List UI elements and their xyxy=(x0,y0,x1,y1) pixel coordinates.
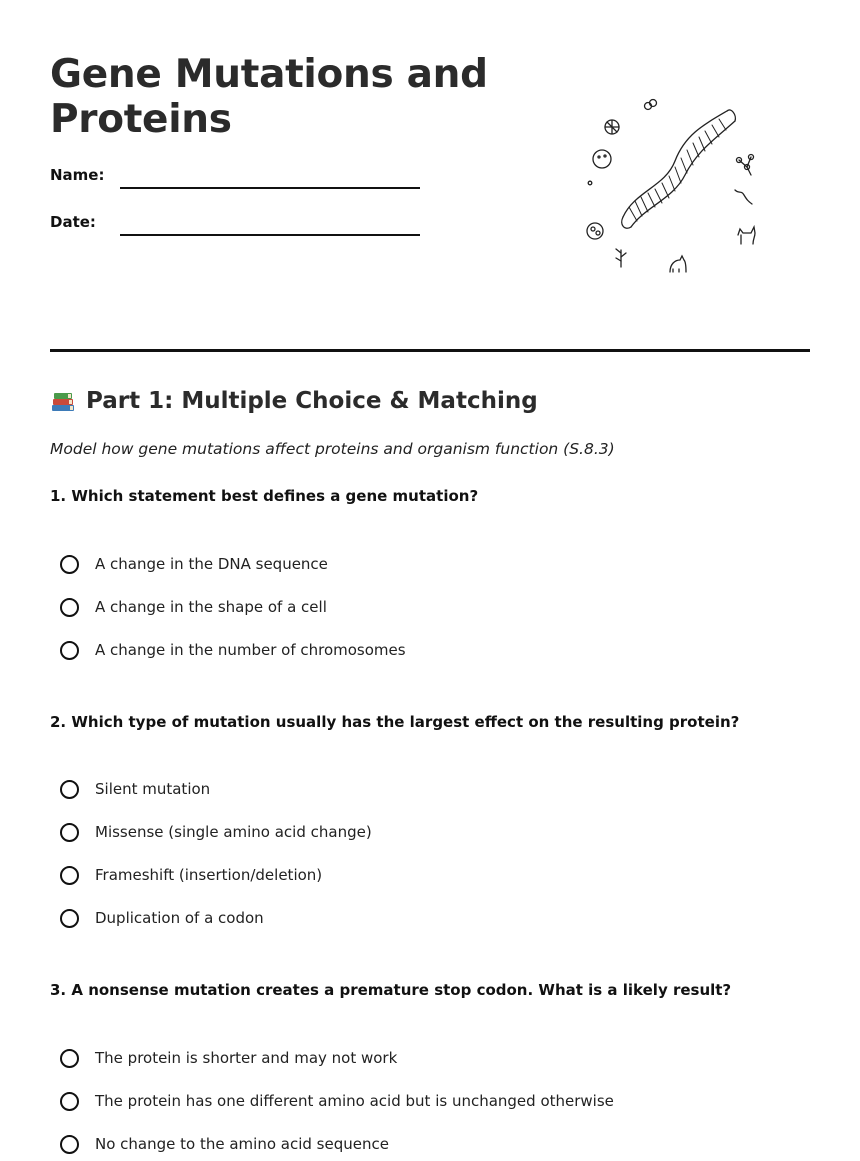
section-divider xyxy=(50,349,810,352)
radio-button[interactable] xyxy=(60,598,79,617)
question-2: 2. Which type of mutation usually has the largest effect on the resulting protein? xyxy=(50,713,740,731)
plant-icon xyxy=(616,249,626,267)
q2-option-2[interactable] xyxy=(60,820,372,844)
option-label: Duplication of a codon xyxy=(95,909,264,927)
dna-illustration xyxy=(575,95,775,280)
option-label: A change in the DNA sequence xyxy=(95,555,328,573)
radio-button[interactable] xyxy=(60,1092,79,1111)
q2-option-4[interactable] xyxy=(60,906,264,930)
radio-button[interactable] xyxy=(60,1135,79,1154)
q1-option-3[interactable] xyxy=(60,638,406,662)
radio-button[interactable] xyxy=(60,866,79,885)
radio-button[interactable] xyxy=(60,823,79,842)
q1-option-1[interactable] xyxy=(60,552,328,576)
part1-heading xyxy=(50,388,538,414)
dna-strand-a xyxy=(623,111,727,217)
cell-icon xyxy=(593,150,611,168)
name-field[interactable] xyxy=(120,187,420,189)
dna-strand-d xyxy=(727,110,735,121)
worm-icon xyxy=(735,190,752,204)
part1-subtitle: Model how gene mutations affect proteins and organism function (S.8.3) xyxy=(50,440,615,458)
date-field[interactable] xyxy=(120,234,420,236)
molecule-icon xyxy=(587,223,603,239)
virus-icon xyxy=(605,120,619,134)
option-label: Missense (single amino acid change) xyxy=(95,823,372,841)
title-line-1: Gene Mutations and xyxy=(50,52,488,97)
dna-rungs xyxy=(629,119,726,221)
option-label: A change in the number of chromosomes xyxy=(95,641,406,659)
q1-option-2[interactable] xyxy=(60,595,327,619)
option-label: Frameshift (insertion/deletion) xyxy=(95,866,323,884)
option-label: No change to the amino acid sequence xyxy=(95,1135,389,1153)
part1-heading-text: Part 1: Multiple Choice & Matching xyxy=(86,388,538,414)
option-label: Silent mutation xyxy=(95,780,211,798)
q2-option-3[interactable] xyxy=(60,863,322,887)
q2-option-1[interactable] xyxy=(60,777,210,801)
cat-icon xyxy=(670,256,686,272)
radio-button[interactable] xyxy=(60,555,79,574)
worksheet-title xyxy=(50,52,490,142)
dot-icon xyxy=(588,181,592,185)
radio-button[interactable] xyxy=(60,780,79,799)
q3-option-3[interactable] xyxy=(60,1132,389,1156)
dog-icon xyxy=(738,227,755,244)
option-label: A change in the shape of a cell xyxy=(95,598,327,616)
option-label: The protein has one different amino acid but is unchanged otherwise xyxy=(95,1092,614,1110)
bubble-icon xyxy=(645,100,657,110)
date-label: Date: xyxy=(50,213,96,231)
question-3: 3. A nonsense mutation creates a premature stop codon. What is a likely result? xyxy=(50,981,732,999)
q3-option-1[interactable] xyxy=(60,1046,397,1070)
title-line-2: Proteins xyxy=(50,97,232,142)
question-1: 1. Which statement best defines a gene mutation? xyxy=(50,487,479,505)
protein-icon xyxy=(737,155,754,176)
option-label: The protein is shorter and may not work xyxy=(95,1049,398,1067)
radio-button[interactable] xyxy=(60,909,79,928)
radio-button[interactable] xyxy=(60,641,79,660)
name-label: Name: xyxy=(50,166,105,184)
books-icon xyxy=(50,388,76,414)
dna-strand-c xyxy=(622,217,631,228)
radio-button[interactable] xyxy=(60,1049,79,1068)
q3-option-2[interactable] xyxy=(60,1089,614,1113)
